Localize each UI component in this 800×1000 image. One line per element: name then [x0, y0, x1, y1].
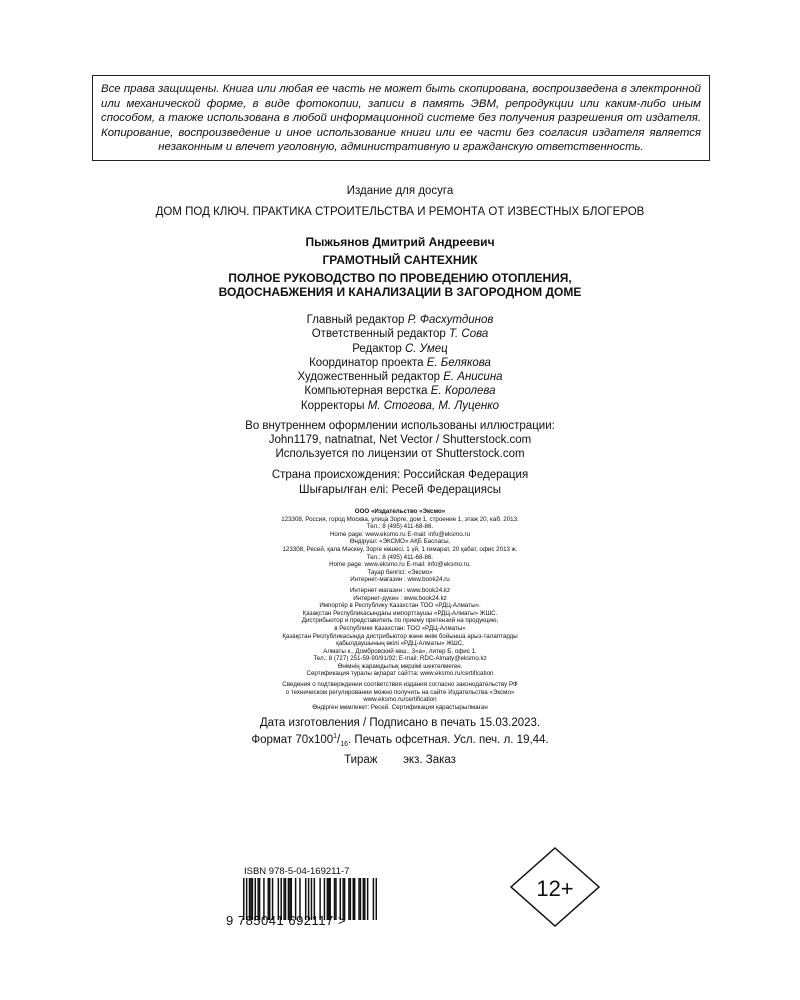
- publisher-line: Дистрибьютор и представитель по приему претензий на продукцию,: [301, 617, 499, 625]
- publisher-line: Қазақстан Республикасында дистрибьютор және өнім бойынша арыз-талаптарды: [282, 632, 518, 640]
- credit-name: Т. Сова: [449, 328, 489, 341]
- credit-row: [0, 399, 800, 413]
- format-prefix: Формат 70x100: [251, 734, 334, 747]
- series-title: ДОМ ПОД КЛЮЧ. ПРАКТИКА СТРОИТЕЛЬСТВА И РЕМОНТА ОТ ИЗВЕСТНЫХ БЛОГЕРОВ: [155, 206, 645, 218]
- publisher-line: Сведения о подтверждении соответствия издания согласно законодательству РФ: [282, 681, 518, 689]
- credit-row: [0, 356, 800, 370]
- illustrations-line: Во внутреннем оформлении использованы иллюстрации:: [245, 420, 555, 432]
- barcode-bar: [360, 878, 361, 920]
- copyright-box: [92, 75, 710, 161]
- publisher-line: Қазақстан Республикасындағы импорттаушы «РДЦ-Алматы» ЖШС.: [302, 609, 498, 617]
- publisher-line: о техническом регулировании можно получить на сайте Издательства «Эксмо»: [285, 688, 515, 696]
- publisher-line: қабылдаушының өкілі «РДЦ-Алматы» ЖШС,: [336, 640, 464, 648]
- illustrations-line: John1179, natnatnat, Net Vector / Shutterstock.com: [268, 434, 532, 446]
- credit-row: [0, 370, 800, 384]
- publisher-line: Өнімнің жарамдылық мерзімі шектелмеген.: [337, 662, 463, 670]
- barcode-digits: 9 785041 692117 >: [226, 913, 346, 928]
- credit-name: М. Стогова, М. Луценко: [367, 399, 500, 412]
- print-info: [0, 716, 800, 767]
- book-subtitle: [0, 271, 800, 299]
- author-name: Пыжьянов Дмитрий Андреевич: [305, 235, 495, 249]
- publisher-line: Home page: www.eksmo.ru E-mail: info@eksmo.ru.: [329, 561, 471, 569]
- print-format: Формат $70x100^1/_{16}$. Печать офсетная. Усл. печ. л. 19,44.: [251, 733, 549, 749]
- origin-line: Страна происхождения: Российская Федерация: [271, 469, 529, 481]
- credit-role: Редактор: [352, 342, 402, 355]
- publisher-line: Өндіруші: «ЭКСМО» АҚБ Баспасы,: [349, 538, 451, 546]
- barcode-bar: [348, 878, 349, 920]
- print-date: Дата изготовления / Подписано в печать 15.03.2023.: [259, 717, 541, 729]
- publisher-line: www.eksmo.ru/certification: [363, 696, 437, 704]
- publisher-line: Сертификация туралы ақпарат сайтта: www.eksmo.ru/certification: [306, 670, 494, 678]
- isbn-number: ISBN 978-5-04-169211-7: [244, 866, 350, 877]
- format-sup: 1: [333, 733, 338, 741]
- credit-row: [0, 342, 800, 356]
- barcode-bar: [353, 878, 354, 920]
- publisher-line: Тел.: 8 (727) 251-59-90/91/92; E-mail: RDC-Almaty@eksmo.kz: [313, 655, 487, 663]
- credit-role: Ответственный редактор: [311, 328, 446, 341]
- publisher-line: Тауар белгісі: «Эксмо»: [367, 568, 433, 576]
- publisher-line: Интернет-дүкен : www.book24.kz: [353, 594, 447, 602]
- publisher-line: в Республике Казахстан: ТОО «РДЦ-Алматы»: [334, 624, 466, 632]
- barcode-bar: [373, 878, 374, 920]
- barcode-bar: [364, 878, 365, 920]
- barcode-bar: [354, 878, 355, 920]
- credit-role: Главный редактор: [306, 314, 405, 326]
- country-of-origin: [0, 468, 800, 497]
- publisher-line: 123308, Ресей, қала Мәскеу, Зорге көшесі, 1 үй, 1 ғимарат, 20 қабат, офис 2013 ж.: [282, 545, 518, 553]
- publisher-name: ООО «Издательство «Эксмо»: [354, 508, 446, 515]
- publisher-line: Интернет-магазин : www.book24.kz: [349, 586, 451, 594]
- publisher-line: 123308, Россия, город Москва, улица Зорге, дом 1, строение 1, этаж 20, каб. 2013.: [281, 515, 519, 523]
- print-order-label: экз. Заказ: [403, 753, 456, 766]
- credit-name: Р. Фасхутдинов: [407, 314, 494, 326]
- copyright-notice: Все права защищены. Книга или любая ее часть не может быть скопирована, воспроизведена в электронной или механической форме, в виде фотокопии, записи в память ЭВМ, репродукции или каким-либо иным способом, а также использована в любой информационной системе без получения разрешения от издателя. Копирование, воспроизведение и иное использование книги или ее части без согласия издателя является незаконным и влечет уголовную, административную и гражданскую ответственность.: [101, 83, 701, 153]
- format-suffix: . Печать офсетная. Усл. печ. л. 19,44.: [348, 734, 549, 747]
- print-run: [0, 753, 800, 767]
- credit-name: С. Умец: [404, 342, 448, 355]
- barcode-bar: [376, 878, 377, 920]
- publisher-line: Интернет-магазин : www.book24.ru: [350, 576, 450, 584]
- publisher-line: Өндірген мемлекет: Ресей. Сертификация қарастырылмаған: [312, 703, 488, 711]
- credit-name: Е. Королева: [430, 385, 496, 398]
- publisher-line: Импортёр в Республику Казахстан ТОО «РДЦ-Алматы».: [319, 602, 481, 610]
- publisher-info: [0, 508, 800, 711]
- credit-row: [0, 384, 800, 398]
- barcode-bar: [350, 878, 351, 920]
- barcode-bar: [358, 878, 359, 920]
- book-title: ГРАМОТНЫЙ САНТЕХНИК: [322, 253, 478, 267]
- illustrations-credit: [0, 419, 800, 461]
- subtitle-line-2: ВОДОСНАБЖЕНИЯ И КАНАЛИЗАЦИИ В ЗАГОРОДНОМ ДОМЕ: [218, 285, 582, 299]
- credit-name: Е. Анисина: [443, 371, 503, 384]
- credit-name: Е. Белякова: [426, 356, 491, 369]
- credit-role: Координатор проекта: [309, 356, 424, 369]
- credit-row: [0, 327, 800, 341]
- subtitle-line-1: ПОЛНОЕ РУКОВОДСТВО ПО ПРОВЕДЕНИЮ ОТОПЛЕНИЯ,: [228, 271, 572, 285]
- publisher-line: Home page: www.eksmo.ru E-mail: info@eksmo.ru: [329, 530, 471, 538]
- credits-list: [0, 313, 800, 413]
- credit-row: [0, 313, 800, 327]
- barcode-bar: [367, 878, 368, 920]
- credit-role: Корректоры: [300, 399, 365, 412]
- print-run-label: Тираж: [344, 753, 378, 766]
- age-rating-badge: [509, 846, 601, 928]
- publisher-line: Алматы к., Домбровский көш., 3«а», литер Б, офис 1.: [323, 647, 477, 655]
- format-sub: 16: [340, 741, 349, 749]
- origin-line: Шығарылған елі: Ресей Федерациясы: [299, 483, 501, 496]
- series-label: Издание для досуга: [346, 185, 454, 197]
- age-rating-label: 12+: [536, 876, 574, 901]
- barcode-bar: [363, 878, 364, 920]
- publisher-line: Тел.: 8 (495) 411-68-86.: [366, 523, 434, 531]
- credit-role: Художественный редактор: [297, 371, 441, 384]
- credit-role: Компьютерная верстка: [304, 385, 428, 398]
- illustrations-line: Используется по лицензии от Shutterstock.com: [275, 448, 525, 460]
- publisher-line: Тел.: 8 (495) 411-68-86.: [366, 553, 434, 561]
